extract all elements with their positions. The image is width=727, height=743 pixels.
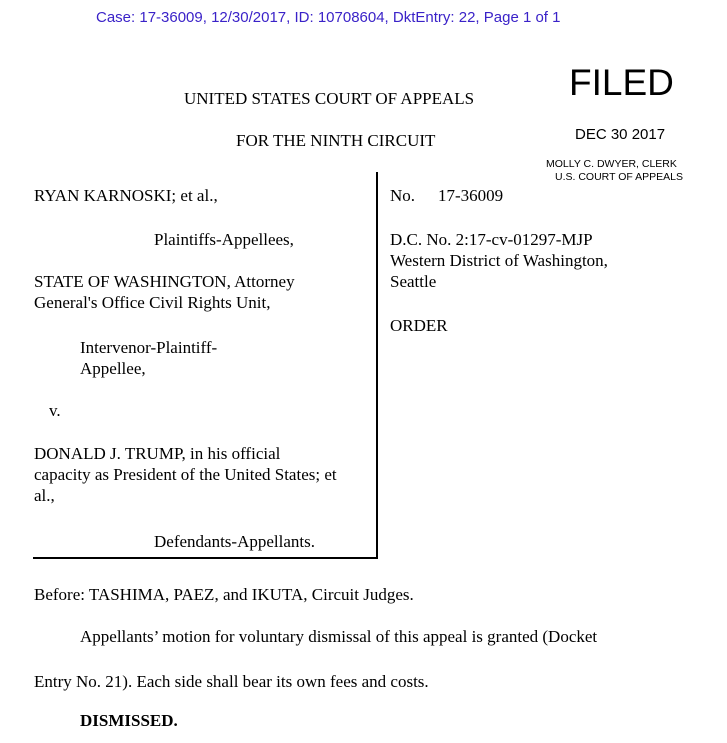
intervenor-party-line: General's Office Civil Rights Unit, [34,293,271,312]
filed-stamp-date: DEC 30 2017 [575,126,666,143]
case-number-label: No. [390,186,416,205]
defendant-party-line: DONALD J. TRUMP, in his official [34,444,281,463]
caption-bottom-border [33,557,378,559]
order-paragraph-line: Appellants’ motion for voluntary dismissal of this appeal is granted (Docket [80,627,598,646]
defendant-party-line: capacity as President of the United States; et [34,465,337,484]
disposition-label: DISMISSED. [80,711,178,730]
plaintiff-role: Plaintiffs-Appellees, [154,230,294,249]
panel-judges-line: Before: TASHIMA, PAEZ, and IKUTA, Circuit Judges. [34,585,414,604]
intervenor-role-line: Appellee, [80,359,146,378]
intervenor-party-line: STATE OF WASHINGTON, Attorney [34,272,295,291]
intervenor-party [34,271,295,313]
district-court-line: D.C. No. 2:17-cv-01297-MJP [390,230,593,249]
district-court-info [390,229,608,292]
defendant-party-line: al., [34,486,55,505]
plaintiff-party: RYAN KARNOSKI; et al., [34,186,218,205]
defendant-role: Defendants-Appellants. [154,532,315,551]
caption-right-border [376,172,378,558]
intervenor-role [80,337,217,379]
document-type-label: ORDER [390,316,448,335]
case-number-value: 17-36009 [438,186,504,205]
defendant-party [34,443,337,506]
intervenor-role-line: Intervenor-Plaintiff- [80,338,218,357]
docket-header-stamp: Case: 17-36009, 12/30/2017, ID: 10708604, DktEntry: 22, Page 1 of 1 [96,9,561,26]
order-paragraph-line: Entry No. 21). Each side shall bear its own fees and costs. [34,672,429,691]
district-court-line: Western District of Washington, [390,251,608,270]
circuit-title: FOR THE NINTH CIRCUIT [236,131,436,150]
clerk-name: MOLLY C. DWYER, CLERK [546,158,677,170]
filed-stamp-word: FILED [569,62,674,103]
court-title: UNITED STATES COURT OF APPEALS [184,89,475,108]
district-court-line: Seattle [390,272,437,291]
clerk-office: U.S. COURT OF APPEALS [555,171,683,183]
versus-label: v. [49,401,61,420]
